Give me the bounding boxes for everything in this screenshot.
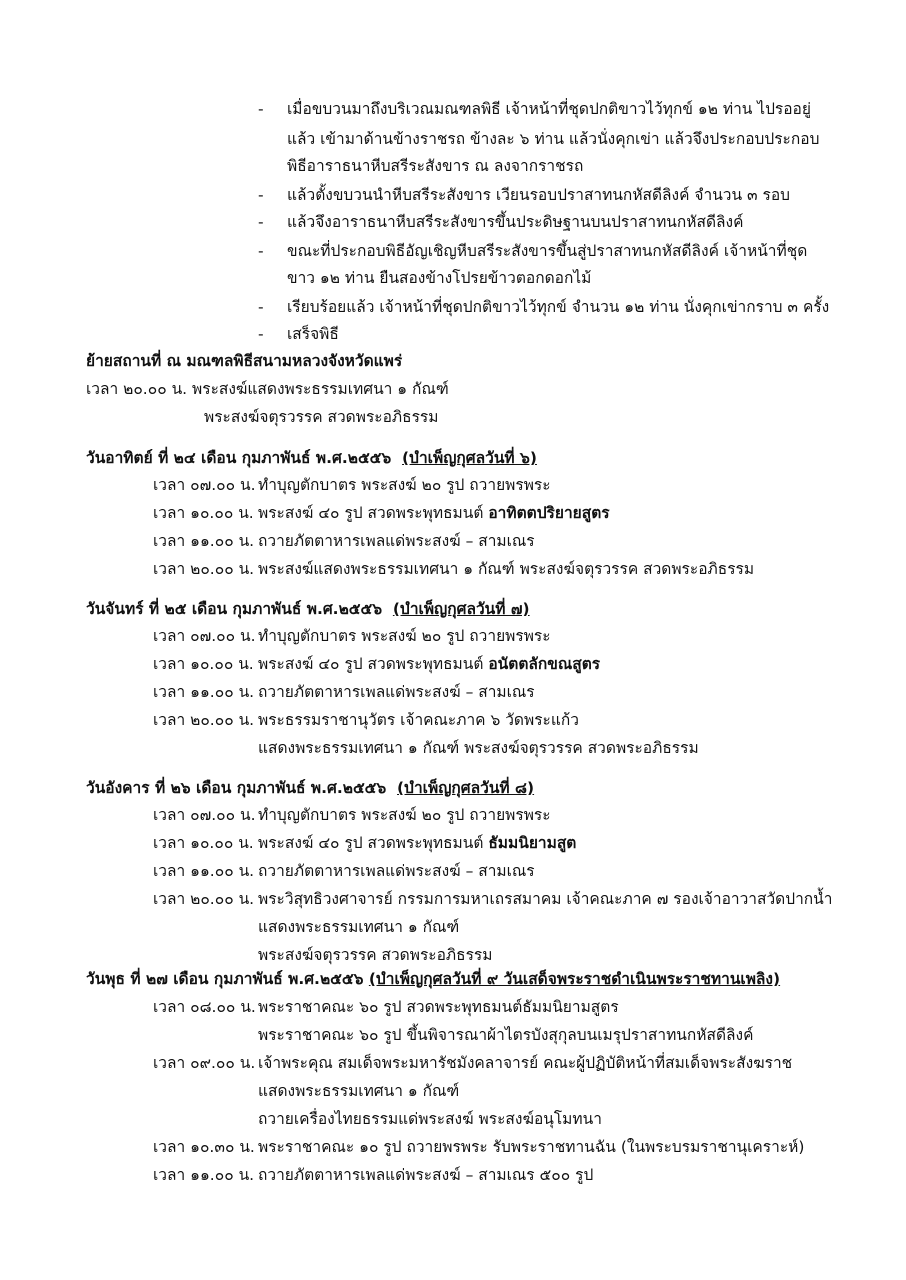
- schedule-time: เวลา ๑๐.๐๐ น.: [153, 504, 254, 522]
- schedule-text: พระวิสุทธิวงศาจารย์ กรรมการมหาเถรสมาคม เจ้าคณะภาค ๗ รองเจ้าอาวาสวัดปากน้ำ: [258, 890, 833, 908]
- schedule-text: ทำบุญตักบาตร พระสงฆ์ ๒๐ รูป ถวายพรพระ: [258, 627, 551, 645]
- sutta-name: อนัตตลักขณสูตร: [488, 655, 601, 673]
- bullet-4-line-1: ขณะที่ประกอบพิธีอัญเชิญหีบสรีระสังขารขึ้นสู่ปราสาทนกหัสดีลิงค์ เจ้าหน้าที่ชุด: [287, 242, 808, 260]
- bullet-dash: -: [258, 298, 264, 316]
- schedule-text: ถวายภัตตาหารเพลแด่พระสงฆ์ – สามเณร: [258, 862, 535, 880]
- bullet-dash: -: [258, 186, 264, 204]
- schedule-text: [258, 832, 576, 854]
- bullet-3-line-1: แล้วจึงอาราธนาหีบสรีระสังขารขึ้นประดิษฐานบนปราสาทนกหัสดีลิงค์: [287, 213, 744, 231]
- schedule-time: เวลา ๐๙.๐๐ น.: [153, 1054, 256, 1072]
- day-heading: [86, 598, 530, 620]
- schedule-time: เวลา ๑๑.๐๐ น.: [153, 532, 255, 550]
- schedule-time: เวลา ๐๘.๐๐ น.: [153, 998, 256, 1016]
- schedule-text: [258, 502, 610, 524]
- schedule-time: เวลา ๒๐.๐๐ น.: [153, 560, 255, 578]
- schedule-text: ทำบุญตักบาตร พระสงฆ์ ๒๐ รูป ถวายพรพระ: [258, 806, 551, 824]
- bullet-5-line-1: เรียบร้อยแล้ว เจ้าหน้าที่ชุดปกติขาวไว้ทุกข์ จำนวน ๑๒ ท่าน นั่งคุกเข่ากราบ ๓ ครั้ง: [287, 298, 830, 316]
- schedule-continuation: พระสงฆ์จตุรวรรค สวดพระอภิธรรม: [258, 946, 493, 964]
- day-heading: [86, 968, 780, 990]
- schedule-time: เวลา ๒๐.๐๐ น.: [153, 711, 255, 729]
- bullet-dash: -: [258, 325, 264, 343]
- schedule-text: พระราชาคณะ ๖๐ รูป สวดพระพุทธมนต์ธัมมนิยามสูตร: [258, 998, 619, 1016]
- schedule-time: เวลา ๑๑.๐๐ น.: [153, 683, 255, 701]
- schedule-text: ถวายภัตตาหารเพลแด่พระสงฆ์ – สามเณร: [258, 532, 535, 550]
- schedule-continuation: แสดงพระธรรมเทศนา ๑ กัณฑ์: [258, 918, 460, 936]
- schedule-text: เจ้าพระคุณ สมเด็จพระมหารัชมังคลาจารย์ คณะผู้ปฏิบัติหน้าที่สมเด็จพระสังฆราช: [258, 1054, 793, 1072]
- day-heading: [86, 447, 537, 469]
- relocate-time-line: เวลา ๒๐.๐๐ น. พระสงฆ์แสดงพระธรรมเทศนา ๑ กัณฑ์: [86, 380, 449, 398]
- day-heading-text: วันพุธ ที่ ๒๗ เดือน กุมภาพันธ์ พ.ศ.๒๕๕๖: [86, 970, 364, 988]
- bullet-1-line-2: แล้ว เข้ามาด้านข้างราชรถ ข้างละ ๖ ท่าน แล้วนั่งคุกเข่า แล้วจึงประกอบประกอบ: [287, 130, 820, 148]
- schedule-text: พระราชาคณะ ๖๐ รูป ขึ้นพิจารณาผ้าไตรบังสุกุลบนเมรุปราสาทนกหัสดีลิงค์: [258, 1026, 754, 1044]
- merit-day-label: (บำเพ็ญกุศลวันที่ ๘): [397, 779, 535, 797]
- schedule-time: เวลา ๑๐.๐๐ น.: [153, 834, 254, 852]
- bullet-dash: -: [258, 213, 264, 231]
- schedule-text: พระสงฆ์แสดงพระธรรมเทศนา ๑ กัณฑ์ พระสงฆ์จตุรวรรค สวดพระอภิธรรม: [258, 560, 755, 578]
- schedule-text-plain: พระสงฆ์ ๔๐ รูป สวดพระพุทธมนต์: [258, 504, 489, 522]
- schedule-time: เวลา ๐๗.๐๐ น.: [153, 476, 256, 494]
- schedule-continuation: แสดงพระธรรมเทศนา ๑ กัณฑ์ พระสงฆ์จตุรวรรค สวดพระอภิธรรม: [258, 739, 699, 757]
- schedule-text-plain: พระสงฆ์ ๔๐ รูป สวดพระพุทธมนต์: [258, 655, 489, 673]
- schedule-time: เวลา ๑๑.๐๐ น.: [153, 1166, 255, 1184]
- relocate-continuation: พระสงฆ์จตุรวรรค สวดพระอภิธรรม: [204, 408, 439, 426]
- bullet-4-line-2: ขาว ๑๒ ท่าน ยืนสองข้างโปรยข้าวตอกดอกไม้: [287, 269, 592, 287]
- bullet-dash: -: [258, 100, 264, 118]
- schedule-text: พระธรรมราชานุวัตร เจ้าคณะภาค ๖ วัดพระแก้ว: [258, 711, 579, 729]
- merit-day-label: (บำเพ็ญกุศลวันที่ ๖): [402, 449, 537, 467]
- schedule-text: [258, 653, 600, 675]
- schedule-text: ถวายภัตตาหารเพลแด่พระสงฆ์ – สามเณร: [258, 683, 535, 701]
- schedule-text-plain: พระสงฆ์ ๔๐ รูป สวดพระพุทธมนต์: [258, 834, 489, 852]
- bullet-6-line-1: เสร็จพิธี: [287, 325, 339, 343]
- schedule-time: เวลา ๐๗.๐๐ น.: [153, 627, 256, 645]
- bullet-dash: -: [258, 242, 264, 260]
- bullet-1-line-1: เมื่อขบวนมาถึงบริเวณมณฑลพิธี เจ้าหน้าที่ชุดปกติขาวไว้ทุกข์ ๑๒ ท่าน ไปรออยู่: [287, 100, 811, 118]
- schedule-time: เวลา ๑๐.๐๐ น.: [153, 655, 254, 673]
- day-heading-text: วันจันทร์ ที่ ๒๕ เดือน กุมภาพันธ์ พ.ศ.๒๕๕๖: [86, 600, 383, 618]
- merit-day-label: (บำเพ็ญกุศลวันที่ ๗): [392, 600, 530, 618]
- merit-day-label: (บำเพ็ญกุศลวันที่ ๙ วันเสด็จพระราชดำเนินพระราชทานเพลิง): [368, 970, 781, 988]
- day-heading-text: วันอาทิตย์ ที่ ๒๔ เดือน กุมภาพันธ์ พ.ศ.๒๕๕๖: [86, 449, 392, 467]
- relocate-heading: ย้ายสถานที่ ณ มณฑลพิธีสนามหลวงจังหวัดแพร่: [86, 352, 403, 370]
- schedule-text: พระราชาคณะ ๑๐ รูป ถวายพรพระ รับพระราชทานฉัน (ในพระบรมราชานุเคราะห์): [258, 1138, 805, 1156]
- schedule-time: เวลา ๑๑.๐๐ น.: [153, 862, 255, 880]
- schedule-time: เวลา ๒๐.๐๐ น.: [153, 890, 255, 908]
- bullet-2-line-1: แล้วตั้งขบวนนำหีบสรีระสังขาร เวียนรอบปราสาทนกหัสดีลิงค์ จำนวน ๓ รอบ: [287, 186, 791, 204]
- sutta-name: อาทิตตปริยายสูตร: [488, 504, 610, 522]
- schedule-time: เวลา ๑๐.๓๐ น.: [153, 1138, 255, 1156]
- schedule-text: ทำบุญตักบาตร พระสงฆ์ ๒๐ รูป ถวายพรพระ: [258, 476, 551, 494]
- day-heading: [86, 777, 534, 799]
- schedule-text: ถวายภัตตาหารเพลแด่พระสงฆ์ – สามเณร ๕๐๐ รูป: [258, 1166, 594, 1184]
- schedule-text: แสดงพระธรรมเทศนา ๑ กัณฑ์: [258, 1082, 460, 1100]
- schedule-text: ถวายเครื่องไทยธรรมแด่พระสงฆ์ พระสงฆ์อนุโมทนา: [258, 1110, 602, 1128]
- sutta-name: ธัมมนิยามสูต: [488, 834, 577, 852]
- day-heading-text: วันอังคาร ที่ ๒๖ เดือน กุมภาพันธ์ พ.ศ.๒๕๕๖: [86, 779, 387, 797]
- schedule-time: เวลา ๐๗.๐๐ น.: [153, 806, 256, 824]
- bullet-1-line-3: พิธีอาราธนาหีบสรีระสังขาร ณ ลงจากราชรถ: [287, 157, 584, 175]
